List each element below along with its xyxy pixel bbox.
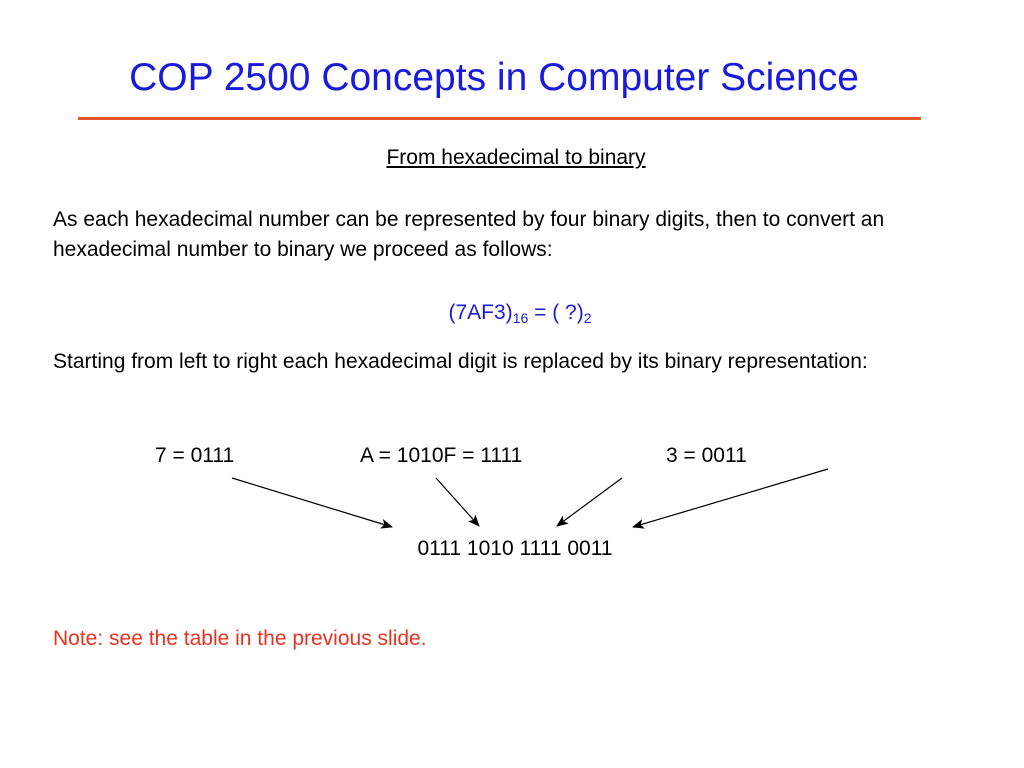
equation-base-to: 2	[583, 310, 592, 326]
digit-mapping-7: 7 = 0111	[155, 444, 235, 467]
conversion-equation	[0, 298, 1024, 328]
equation-hex-value: (7AF3)	[448, 301, 513, 324]
intro-paragraph: As each hexadecimal number can be represented by four binary digits, then to convert an hexadecimal number to binary we proceed as follows:	[53, 208, 885, 261]
note-text: Note: see the table in the previous slide.	[53, 627, 427, 650]
equation-middle: = ( ?)	[528, 301, 584, 324]
arrow-from-7	[232, 478, 392, 527]
digit-mapping-a-f: A = 1010F = 1111	[360, 444, 523, 467]
section-subtitle: From hexadecimal to binary	[386, 146, 646, 169]
slide-title: COP 2500 Concepts in Computer Science	[129, 56, 859, 99]
arrow-from-3	[633, 469, 828, 527]
arrow-from-a	[436, 478, 479, 526]
steps-paragraph: Starting from left to right each hexadecimal digit is replaced by its binary representation:	[53, 350, 868, 373]
arrow-from-f	[557, 478, 622, 526]
binary-result: 0111 1010 1111 0011	[417, 537, 613, 560]
title-underline-rule	[78, 117, 921, 120]
digit-mapping-3: 3 = 0011	[666, 444, 747, 467]
equation-base-from: 16	[512, 310, 529, 326]
